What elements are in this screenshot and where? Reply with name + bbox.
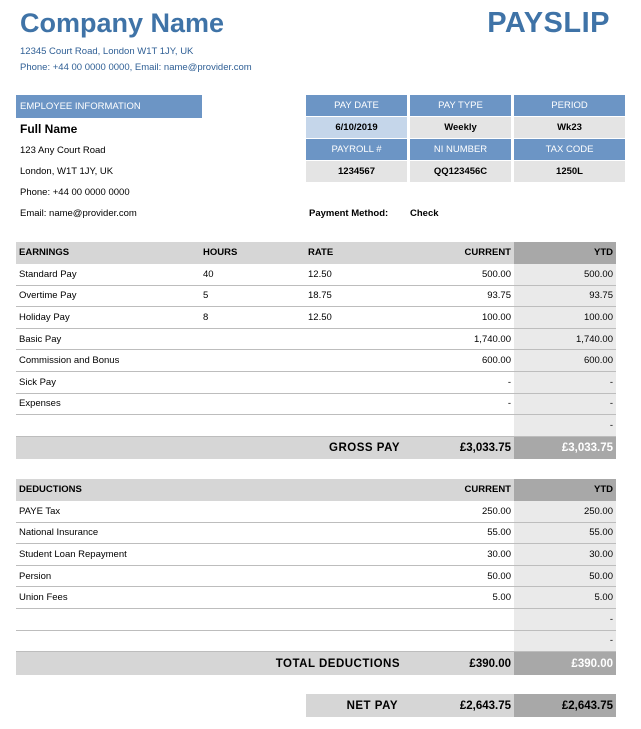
rate-header: RATE — [305, 242, 408, 264]
deduction-name: PAYE Tax — [16, 501, 408, 523]
deduction-name: Student Loan Repayment — [16, 544, 408, 566]
deduction-current: 30.00 — [408, 544, 514, 566]
earning-name: Basic Pay — [16, 328, 200, 350]
deductions-ytd-header: YTD — [514, 479, 616, 501]
earning-name: Expenses — [16, 393, 200, 415]
net-pay-ytd: £2,643.75 — [514, 694, 616, 717]
earning-ytd: 600.00 — [514, 350, 616, 372]
employee-address-2: London, W1T 1JY, UK — [20, 166, 114, 177]
earnings-row — [16, 372, 616, 394]
earning-hours — [200, 350, 305, 372]
total-deductions-ytd: £390.00 — [514, 652, 616, 675]
earning-current: 100.00 — [408, 307, 514, 329]
employee-name: Full Name — [20, 122, 78, 136]
earning-ytd: - — [514, 393, 616, 415]
pay-info-header-row-1 — [306, 95, 626, 116]
payslip-title: PAYSLIP — [487, 7, 610, 39]
ni-number-value: QQ123456C — [410, 161, 511, 182]
earning-name: Overtime Pay — [16, 285, 200, 307]
deductions-header: DEDUCTIONS — [16, 479, 408, 501]
deduction-ytd: 5.00 — [514, 587, 616, 609]
net-pay-row — [306, 694, 616, 717]
earning-current: - — [408, 393, 514, 415]
earning-ytd: 100.00 — [514, 307, 616, 329]
deduction-ytd: 55.00 — [514, 522, 616, 544]
payroll-value: 1234567 — [306, 161, 407, 182]
pay-type-value: Weekly — [410, 117, 511, 138]
earnings-row — [16, 393, 616, 415]
deductions-table — [16, 479, 616, 675]
deduction-ytd: - — [514, 630, 616, 652]
earning-rate: 18.75 — [305, 285, 408, 307]
ni-number-label: NI NUMBER — [410, 139, 511, 160]
pay-info-header-row-2 — [306, 139, 626, 160]
deduction-name: National Insurance — [16, 522, 408, 544]
employee-address-1: 123 Any Court Road — [20, 145, 106, 156]
earnings-row — [16, 350, 616, 372]
payment-method-value: Check — [410, 208, 439, 219]
earnings-row — [16, 415, 616, 437]
deduction-ytd: 250.00 — [514, 501, 616, 523]
pay-info-value-row-2 — [306, 161, 626, 182]
pay-type-label: PAY TYPE — [410, 95, 511, 116]
deduction-current — [408, 630, 514, 652]
deduction-current — [408, 609, 514, 631]
earning-hours: 40 — [200, 264, 305, 286]
total-deductions-row — [16, 652, 616, 675]
earning-rate — [305, 328, 408, 350]
earning-ytd: - — [514, 415, 616, 437]
payroll-label: PAYROLL # — [306, 139, 407, 160]
deductions-row — [16, 501, 616, 523]
deduction-name — [16, 609, 408, 631]
gross-pay-row — [16, 436, 616, 459]
company-contact: Phone: +44 00 0000 0000, Email: name@provider.com — [20, 62, 252, 73]
earnings-header-row — [16, 242, 616, 264]
gross-pay-ytd: £3,033.75 — [514, 436, 616, 459]
net-pay-current: £2,643.75 — [406, 694, 514, 717]
deduction-name: Union Fees — [16, 587, 408, 609]
deductions-row — [16, 630, 616, 652]
earnings-table — [16, 242, 616, 459]
deduction-ytd: 50.00 — [514, 565, 616, 587]
earnings-row — [16, 264, 616, 286]
deduction-ytd: - — [514, 609, 616, 631]
total-deductions-current: £390.00 — [408, 652, 514, 675]
pay-date-value: 6/10/2019 — [306, 117, 407, 138]
earning-hours — [200, 328, 305, 350]
deduction-current: 250.00 — [408, 501, 514, 523]
earning-hours: 8 — [200, 307, 305, 329]
earning-name: Sick Pay — [16, 372, 200, 394]
deductions-row — [16, 587, 616, 609]
earning-hours — [200, 372, 305, 394]
ytd-header: YTD — [514, 242, 616, 264]
earning-ytd: 1,740.00 — [514, 328, 616, 350]
earning-rate — [305, 415, 408, 437]
earnings-row — [16, 328, 616, 350]
period-label: PERIOD — [514, 95, 625, 116]
earning-ytd: 93.75 — [514, 285, 616, 307]
deductions-row — [16, 522, 616, 544]
earning-rate — [305, 350, 408, 372]
gross-pay-label: GROSS PAY — [16, 436, 408, 459]
period-value: Wk23 — [514, 117, 625, 138]
total-deductions-label: TOTAL DEDUCTIONS — [16, 652, 408, 675]
earning-rate — [305, 372, 408, 394]
earning-rate: 12.50 — [305, 307, 408, 329]
earning-current: 600.00 — [408, 350, 514, 372]
deduction-current: 50.00 — [408, 565, 514, 587]
deduction-current: 5.00 — [408, 587, 514, 609]
deduction-name: Persion — [16, 565, 408, 587]
earnings-row — [16, 307, 616, 329]
pay-date-label: PAY DATE — [306, 95, 407, 116]
deductions-current-header: CURRENT — [408, 479, 514, 501]
company-address: 12345 Court Road, London W1T 1JY, UK — [20, 46, 194, 57]
earnings-row — [16, 285, 616, 307]
earning-ytd: 500.00 — [514, 264, 616, 286]
deductions-row — [16, 565, 616, 587]
earning-name — [16, 415, 200, 437]
current-header: CURRENT — [408, 242, 514, 264]
employee-phone: Phone: +44 00 0000 0000 — [20, 187, 130, 198]
earning-current — [408, 415, 514, 437]
earning-current: 1,740.00 — [408, 328, 514, 350]
earnings-header: EARNINGS — [16, 242, 200, 264]
hours-header: HOURS — [200, 242, 305, 264]
earning-name: Holiday Pay — [16, 307, 200, 329]
earning-name: Commission and Bonus — [16, 350, 200, 372]
earning-rate — [305, 393, 408, 415]
deductions-row — [16, 544, 616, 566]
tax-code-label: TAX CODE — [514, 139, 625, 160]
employee-email: Email: name@provider.com — [20, 208, 137, 219]
earning-current: 93.75 — [408, 285, 514, 307]
company-name: Company Name — [20, 8, 225, 38]
gross-pay-current: £3,033.75 — [408, 436, 514, 459]
earning-rate: 12.50 — [305, 264, 408, 286]
earning-current: - — [408, 372, 514, 394]
earning-hours — [200, 393, 305, 415]
deduction-name — [16, 630, 408, 652]
earning-hours — [200, 415, 305, 437]
earning-ytd: - — [514, 372, 616, 394]
deductions-row — [16, 609, 616, 631]
pay-info-grid — [306, 95, 626, 183]
pay-info-value-row-1 — [306, 117, 626, 138]
earning-name: Standard Pay — [16, 264, 200, 286]
deduction-current: 55.00 — [408, 522, 514, 544]
payment-method-label: Payment Method: — [309, 208, 389, 219]
net-pay-label: NET PAY — [306, 694, 406, 717]
employee-info-header: EMPLOYEE INFORMATION — [16, 95, 202, 118]
earning-hours: 5 — [200, 285, 305, 307]
deduction-ytd: 30.00 — [514, 544, 616, 566]
earning-current: 500.00 — [408, 264, 514, 286]
deductions-header-row — [16, 479, 616, 501]
tax-code-value: 1250L — [514, 161, 625, 182]
